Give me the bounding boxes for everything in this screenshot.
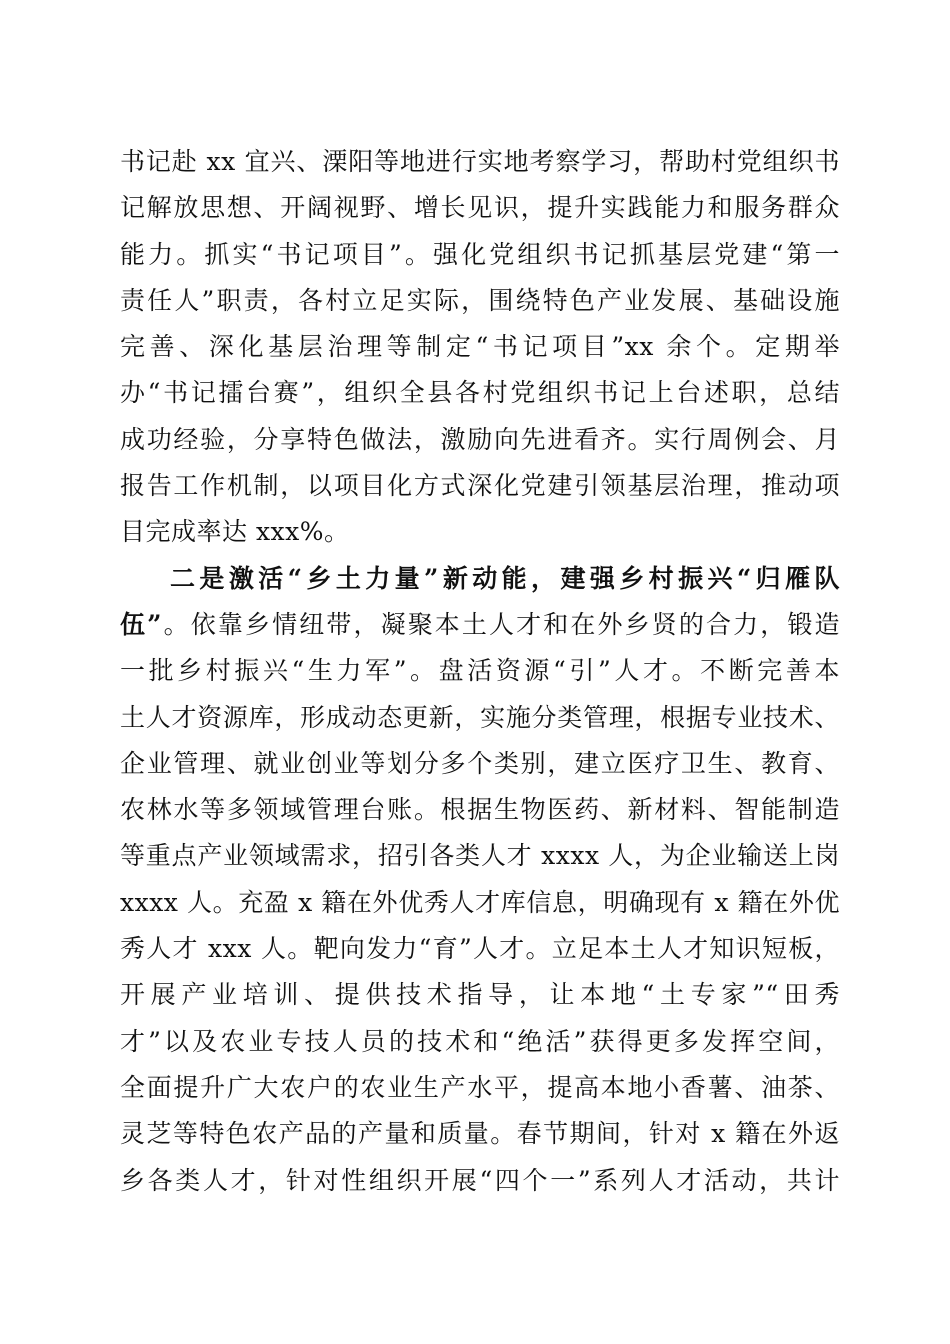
- paragraph-line: 灵芝等特色农产品的产量和质量。春节期间，针对 x 籍在外返: [120, 1119, 840, 1149]
- paragraph-line: 全面提升广大农户的农业生产水平，提高本地小香薯、油茶、: [120, 1072, 840, 1102]
- paragraph-line: 才”以及农业专技人员的技术和“绝活”获得更多发挥空间，: [120, 1026, 840, 1056]
- paragraph-1: [120, 139, 840, 556]
- paragraph-line: 农林水等多领域管理台账。根据生物医药、新材料、智能制造: [120, 795, 840, 825]
- paragraph-line: 一批乡村振兴“生力军”。盘活资源“引”人才。不断完善本: [120, 656, 840, 686]
- document-body: [120, 139, 840, 1204]
- paragraph-2: [120, 556, 840, 1204]
- paragraph-line: xxxx 人。充盈 x 籍在外优秀人才库信息，明确现有 x 籍在外优: [120, 887, 840, 917]
- paragraph-line: 目完成率达 xxx%。: [120, 517, 350, 547]
- paragraph-heading-tail: 伍”: [120, 609, 162, 639]
- paragraph-line: 成功经验，分享特色做法，激励向先进看齐。实行周例会、月: [120, 424, 840, 454]
- paragraph-line: 书记赴 xx 宜兴、溧阳等地进行实地考察学习，帮助村党组织书: [120, 147, 840, 176]
- paragraph-line: 秀人才 xxx 人。靶向发力“育”人才。立足本土人才知识短板，: [120, 934, 840, 964]
- paragraph-line: 责任人”职责，各村立足实际，围绕特色产业发展、基础设施: [120, 285, 840, 315]
- paragraph-line: 土人才资源库，形成动态更新，实施分类管理，根据专业技术、: [120, 702, 840, 732]
- paragraph-line: 乡各类人才，针对性组织开展“四个一”系列人才活动，共计: [120, 1165, 840, 1195]
- paragraph-line: [120, 602, 840, 648]
- paragraph-line: 完善、深化基层治理等制定“书记项目”xx 余个。定期举: [120, 332, 840, 362]
- paragraph-line: 企业管理、就业创业等划分多个类别，建立医疗卫生、教育、: [120, 748, 840, 778]
- paragraph-line: 能力。抓实“书记项目”。强化党组织书记抓基层党建“第一: [120, 239, 840, 269]
- paragraph-line: 开展产业培训、提供技术指导，让本地“土专家”“田秀: [120, 980, 840, 1010]
- paragraph-line: 报告工作机制，以项目化方式深化党建引领基层治理，推动项: [120, 471, 840, 501]
- paragraph-line: 记解放思想、开阔视野、增长见识，提升实践能力和服务群众: [120, 193, 840, 223]
- paragraph-line: 办“书记擂台赛”，组织全县各村党组织书记上台述职，总结: [120, 378, 840, 408]
- paragraph-line: 等重点产业领域需求，招引各类人才 xxxx 人，为企业输送上岗: [120, 841, 840, 871]
- paragraph-line-rest: 。依靠乡情纽带，凝聚本土人才和在外乡贤的合力，锻造: [162, 609, 840, 639]
- paragraph-heading-line: 二是激活“乡土力量”新动能，建强乡村振兴“归雁队: [170, 563, 840, 593]
